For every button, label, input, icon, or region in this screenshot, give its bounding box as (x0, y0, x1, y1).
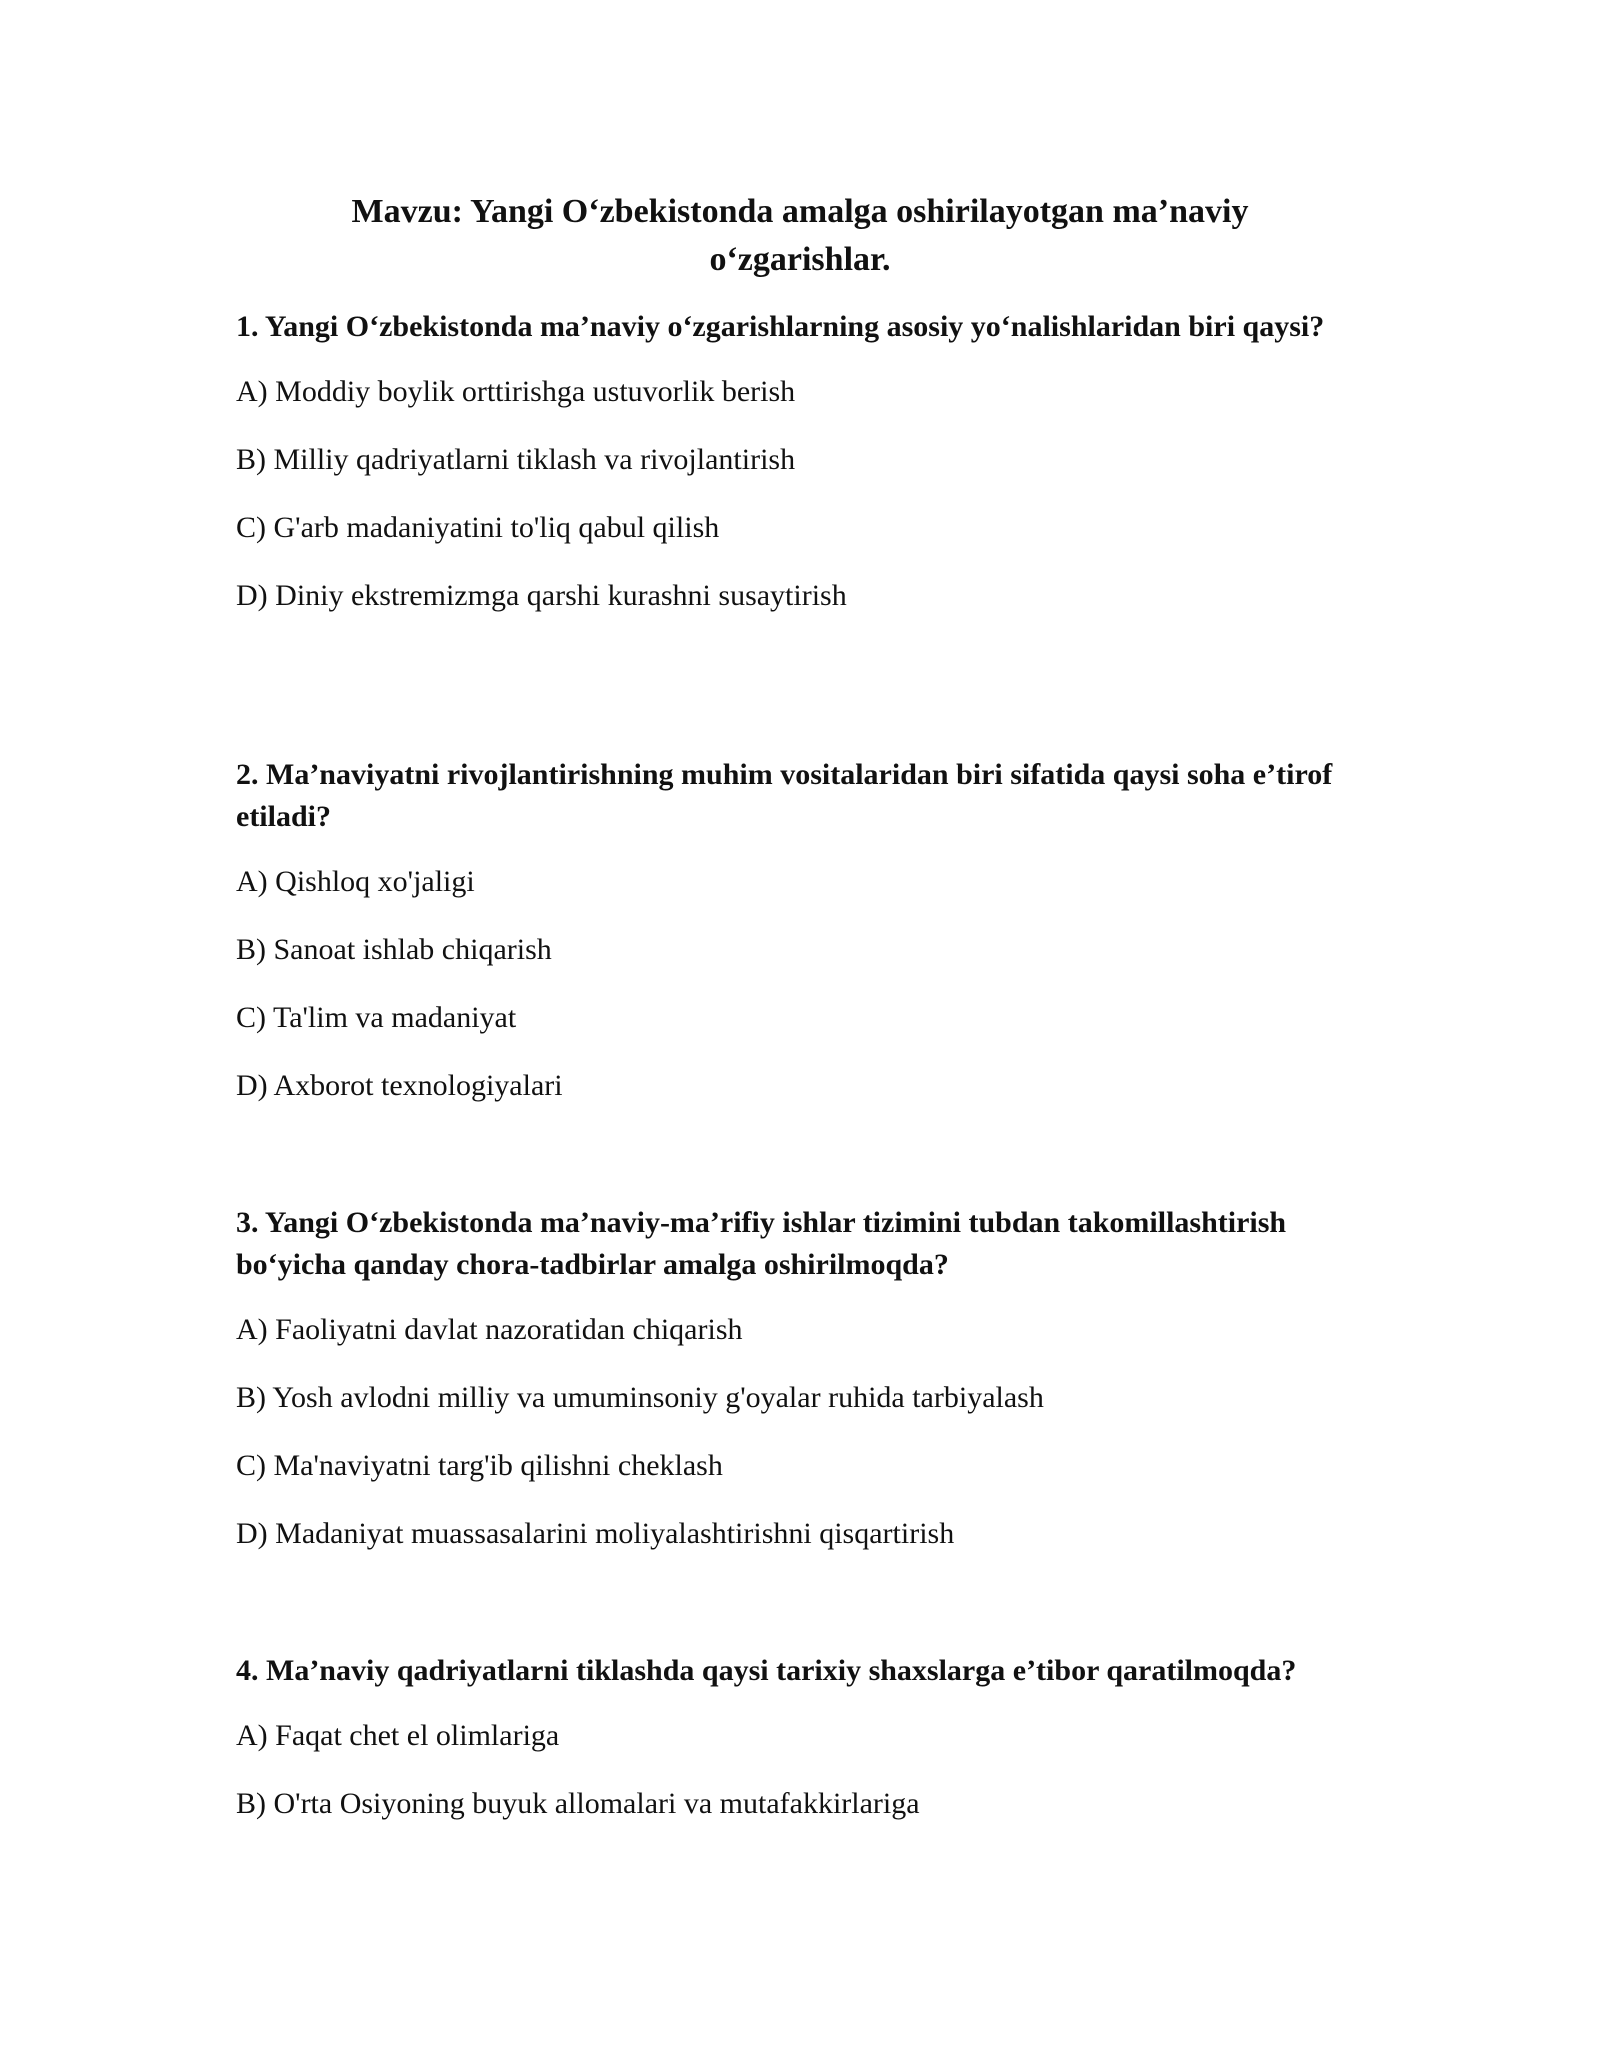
answer-option-c: C) Ma'naviyatni targ'ib qilishni cheklash (236, 1449, 723, 1482)
answer-option-d: D) Diniy ekstremizmga qarshi kurashni susaytirish (236, 579, 847, 612)
answer-option-a: A) Faqat chet el olimlariga (236, 1719, 560, 1752)
answer-option-a: A) Moddiy boylik orttirishga ustuvorlik berish (236, 375, 796, 408)
question-3 (236, 1202, 1366, 1582)
question-text: 2. Ma’naviyatni rivojlantirishning muhim vositalaridan biri sifatida qaysi soha e’tirof etiladi? (236, 758, 1333, 833)
question-text: 4. Ma’naviy qadriyatlarni tiklashda qaysi tarixiy shaxslarga e’tibor qaratilmoqda? (236, 1654, 1297, 1687)
answer-options (236, 1716, 1366, 1852)
title-line-1: Mavzu: Yangi O‘zbekistonda amalga oshirilayotgan ma’naviy (351, 193, 1249, 230)
document-title (280, 188, 1320, 284)
answer-option-d: D) Axborot texnologiyalari (236, 1069, 563, 1102)
answer-option-b: B) Sanoat ishlab chiqarish (236, 933, 552, 966)
answer-option-c: C) Ta'lim va madaniyat (236, 1001, 517, 1034)
answer-options (236, 1310, 1366, 1582)
answer-option-a: A) Qishloq xo'jaligi (236, 865, 475, 898)
question-text: 3. Yangi O‘zbekistonda ma’naviy-ma’rifiy ishlar tizimini tubdan takomillashtirish bo‘yicha qanday chora-tadbirlar amalga oshirilmoqda? (236, 1206, 1287, 1281)
answer-option-a: A) Faoliyatni davlat nazoratidan chiqarish (236, 1313, 743, 1346)
question-text: 1. Yangi O‘zbekistonda ma’naviy o‘zgarishlarning asosiy yo‘nalishlaridan biri qaysi? (236, 310, 1325, 343)
answer-option-d: D) Madaniyat muassasalarini moliyalashtirishni qisqartirish (236, 1517, 955, 1550)
answer-option-c: C) G'arb madaniyatini to'liq qabul qilish (236, 511, 720, 544)
answer-option-b: B) Yosh avlodni milliy va umuminsoniy g'oyalar ruhida tarbiyalash (236, 1381, 1044, 1414)
question-1 (236, 306, 1366, 644)
answer-option-b: B) Milliy qadriyatlarni tiklash va rivojlantirish (236, 443, 796, 476)
answer-options (236, 372, 1366, 644)
question-2 (236, 754, 1366, 1134)
answer-option-b: B) O'rta Osiyoning buyuk allomalari va mutafakkirlariga (236, 1787, 920, 1820)
title-line-2: o‘zgarishlar. (709, 241, 891, 278)
question-4 (236, 1650, 1366, 1852)
answer-options (236, 862, 1366, 1134)
